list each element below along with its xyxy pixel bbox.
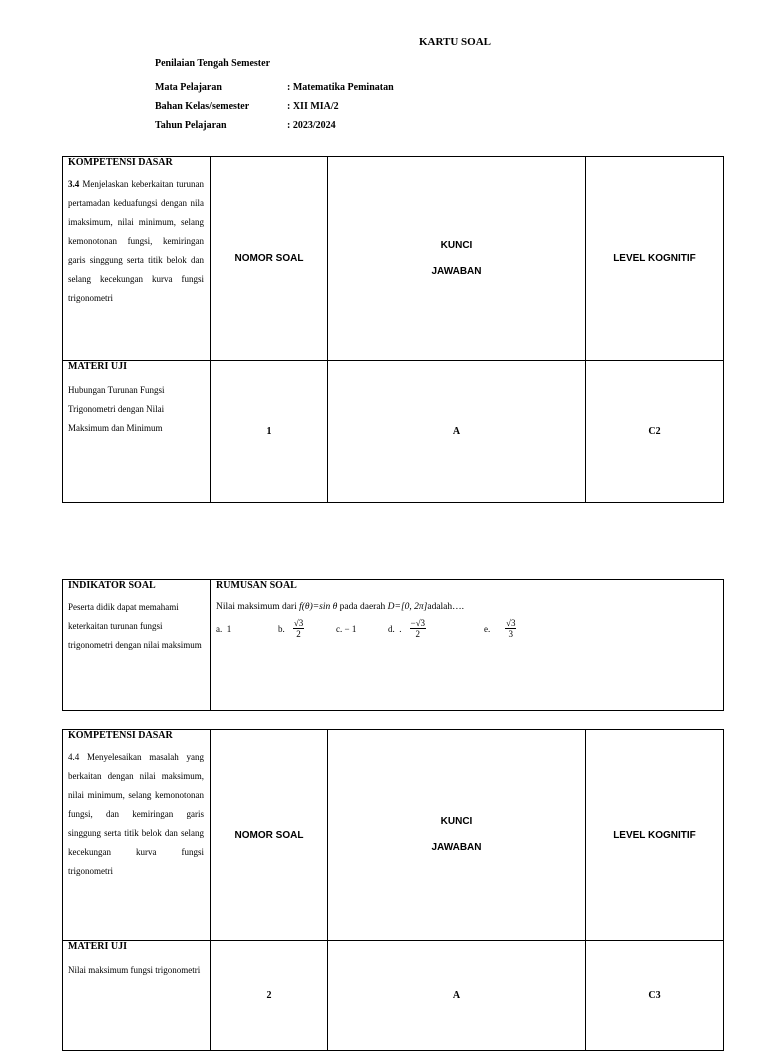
question-mid: pada daerah (339, 602, 386, 612)
level-kognitif-value: C3 (586, 941, 724, 1051)
option-value: 1 (226, 623, 232, 634)
level-kognitif-header: LEVEL KOGNITIF (586, 730, 724, 941)
meta-value: : Matematika Peminatan (287, 82, 394, 93)
level-kognitif-header: LEVEL KOGNITIF (586, 157, 724, 361)
kd-description: Menyelesaikan masalah yang berkaitan dengan nilai maksimum, nilai minimum, selang kemonotonan fungsi, dan kemiringan garis singgung serta titik belok dan selang kecekungan kurva fungsi trigonometri (68, 752, 204, 876)
rumusan-soal-heading: RUMUSAN SOAL (216, 580, 297, 591)
question-prefix: Nilai maksimum dari (216, 602, 297, 612)
materi-uji-text: Nilai maksimum fungsi trigonometri (68, 965, 201, 975)
materi-uji-cell (63, 361, 211, 503)
option-letter: e. (484, 623, 491, 634)
meta-row (155, 78, 394, 97)
meta-row (155, 116, 394, 135)
kompetensi-dasar-cell (63, 730, 211, 941)
fraction-denominator: 3 (508, 629, 513, 639)
option-value: − 1 (344, 623, 357, 634)
meta-row (155, 97, 394, 116)
materi-uji-cell (63, 941, 211, 1051)
option-dot: . (399, 623, 402, 634)
kompetensi-dasar-heading: KOMPETENSI DASAR (68, 730, 173, 741)
fraction-numerator: −√3 (410, 618, 426, 628)
kd-number: 3.4 (68, 179, 80, 189)
option-c (336, 624, 388, 634)
indikator-soal-heading: INDIKATOR SOAL (68, 580, 156, 591)
question-card-1 (62, 156, 724, 503)
question-function: f(θ)=sin θ (299, 602, 338, 612)
kunci-jawaban-value: A (328, 361, 586, 503)
option-fraction (410, 618, 427, 639)
kd-number: 4.4 (68, 752, 80, 762)
question-domain: D=[0, 2π] (387, 602, 428, 612)
kunci-jawaban-header (328, 730, 586, 941)
meta-value: : 2023/2024 (287, 120, 336, 131)
indikator-rumusan-table (62, 579, 724, 711)
kd-description: Menjelaskan keberkaitan turunan pertamadan keduafungsi dengan nila imaksimum, nilai minimum, selang kemonotonan fungsi, kemiringan garis singgung serta titik belok dan selang kecekungan kurva fungsi trigonometri (68, 179, 205, 303)
rumusan-soal-cell (211, 580, 724, 711)
option-fraction (293, 618, 304, 639)
materi-uji-heading: MATERI UJI (68, 941, 127, 952)
document-subtitle: Penilaian Tengah Semester (155, 58, 271, 69)
kunci-jawaban-value: A (328, 941, 586, 1051)
nomor-soal-header: NOMOR SOAL (211, 730, 328, 941)
meta-value: : XII MIA/2 (287, 101, 339, 112)
meta-label: Bahan Kelas/semester (155, 101, 250, 112)
answer-options (216, 618, 718, 639)
materi-uji-heading: MATERI UJI (68, 361, 127, 372)
fraction-numerator: √3 (506, 618, 516, 628)
kompetensi-dasar-cell (63, 157, 211, 361)
option-e (484, 618, 516, 639)
nomor-soal-value: 1 (211, 361, 328, 503)
materi-uji-text: Hubungan Turunan Fungsi Trigonometri dengan Nilai Maksimum dan Minimum (68, 385, 165, 433)
jawaban-label: JAWABAN (431, 842, 482, 853)
option-letter: d. (388, 623, 395, 634)
fraction-numerator: √3 (293, 618, 304, 628)
nomor-soal-value: 2 (211, 941, 328, 1051)
option-letter: c. (336, 623, 343, 634)
document-header (155, 58, 394, 135)
indikator-soal-cell (63, 580, 211, 711)
question-card-2 (62, 729, 724, 1051)
question-suffix: adalah…. (427, 602, 465, 612)
fraction-denominator: 2 (296, 629, 301, 639)
option-letter: b. (278, 623, 285, 634)
question-text (216, 602, 718, 612)
indikator-soal-text: Peserta didik dapat memahami keterkaitan turunan fungsi trigonometri dengan nilai maksimum (68, 602, 202, 650)
option-a (216, 624, 278, 634)
kunci-jawaban-header (328, 157, 586, 361)
option-b (278, 618, 336, 639)
fraction-denominator: 2 (415, 629, 420, 639)
kompetensi-dasar-text (68, 748, 204, 881)
document-title: KARTU SOAL (418, 36, 492, 48)
nomor-soal-header: NOMOR SOAL (211, 157, 328, 361)
option-letter: a. (216, 623, 223, 634)
meta-label: Mata Pelajaran (155, 82, 222, 93)
option-fraction (505, 618, 516, 639)
jawaban-label: JAWABAN (431, 265, 482, 277)
kompetensi-dasar-heading: KOMPETENSI DASAR (68, 157, 173, 168)
meta-label: Tahun Pelajaran (155, 120, 227, 131)
kunci-label: KUNCI (440, 816, 473, 827)
option-d (388, 618, 484, 639)
kompetensi-dasar-text (68, 175, 204, 308)
kunci-label: KUNCI (440, 239, 473, 251)
level-kognitif-value: C2 (586, 361, 724, 503)
